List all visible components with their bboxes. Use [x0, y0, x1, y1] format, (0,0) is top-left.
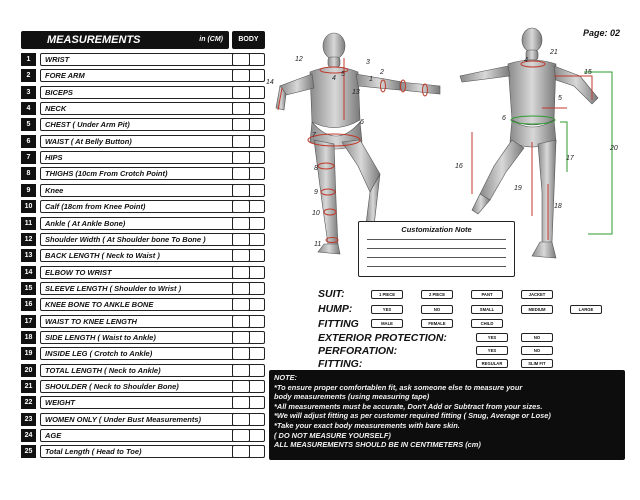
row-label: KNEE BONE TO ANKLE BONE [40, 298, 250, 311]
note-line-3: *All measurements must be accurate, Don't Add or Subtract from your sizes. [274, 401, 543, 411]
row-number: 1 [21, 53, 36, 66]
row-number: 3 [21, 86, 36, 99]
body-value-field[interactable] [232, 86, 265, 99]
row-label: WAIST ( At Belly Button) [40, 135, 250, 148]
row-label: WOMEN ONLY ( Under Bust Measurements) [40, 413, 250, 426]
row-number: 4 [21, 102, 36, 115]
figure-number: 4 [524, 57, 528, 64]
row-number: 12 [21, 233, 36, 246]
row-label: HIPS [40, 151, 250, 164]
body-value-field[interactable] [232, 135, 265, 148]
suit-label: SUIT: [318, 288, 345, 300]
row-label: WAIST TO KNEE LENGTH [40, 315, 250, 328]
figure-number: 5 [558, 95, 562, 102]
row-number: 7 [21, 151, 36, 164]
body-value-field[interactable] [232, 102, 265, 115]
row-label: TOTAL LENGTH ( Neck to Ankle) [40, 364, 250, 377]
hump-option-large[interactable]: LARGE [570, 305, 602, 314]
figure-number: 4 [332, 75, 336, 82]
hump-option-medium[interactable]: MEDIUM [521, 305, 553, 314]
row-label: THIGHS (10cm From Crotch Point) [40, 167, 250, 180]
row-number: 23 [21, 413, 36, 426]
row-label: Calf (18cm from Knee Point) [40, 200, 250, 213]
figure-number: 8 [314, 165, 318, 172]
note-line [367, 239, 506, 240]
fitting-label: FITTING: [318, 358, 363, 370]
measurements-header [21, 31, 229, 49]
hump-option-yes[interactable]: YES [371, 305, 403, 314]
row-label: SLEEVE LENGTH ( Shoulder to Wrist ) [40, 282, 250, 295]
note-line [367, 248, 506, 249]
fitting-gender-option-male[interactable]: MALE [371, 319, 403, 328]
measurements-title: MEASUREMENTS [47, 34, 141, 46]
row-label: FORE ARM [40, 69, 250, 82]
body-value-field[interactable] [232, 233, 265, 246]
row-label: SIDE LENGTH ( Waist to Ankle) [40, 331, 250, 344]
fitting-gender-label: FITTING [318, 318, 359, 330]
figure-number: 20 [610, 145, 618, 152]
row-number: 8 [21, 167, 36, 180]
row-number: 19 [21, 347, 36, 360]
row-number: 15 [21, 282, 36, 295]
row-label: BICEPS [40, 86, 250, 99]
row-label: AGE [40, 429, 250, 442]
suit-option-jacket[interactable]: JACKET [521, 290, 553, 299]
perforation-label: PERFORATION: [318, 345, 398, 357]
figure-number: 13 [352, 89, 360, 96]
figure-number: 1 [369, 76, 373, 83]
notes-panel [269, 370, 625, 460]
body-value-field[interactable] [232, 429, 265, 442]
hump-label: HUMP: [318, 303, 353, 315]
figure-number: 16 [455, 163, 463, 170]
row-label: BACK LENGTH ( Neck to Waist ) [40, 249, 250, 262]
row-label: Knee [40, 184, 250, 197]
perforation-option-no[interactable]: NO [521, 346, 553, 355]
note-line-1: *To ensure proper comfortablen fit, ask someone else to measure your [274, 382, 523, 392]
suit-option-pant[interactable]: PANT [471, 290, 503, 299]
perforation-option-yes[interactable]: YES [476, 346, 508, 355]
unit-label: in (CM) [199, 36, 223, 43]
row-label: CHEST ( Under Arm Pit) [40, 118, 250, 131]
row-number: 2 [21, 69, 36, 82]
figure-number: 12 [295, 56, 303, 63]
body-value-field[interactable] [232, 315, 265, 328]
page-number: Page: 02 [583, 28, 621, 38]
row-number: 16 [21, 298, 36, 311]
fitting-gender-option-child[interactable]: CHILD [471, 319, 503, 328]
row-number: 11 [21, 217, 36, 230]
figure-number: 6 [360, 119, 364, 126]
figure-number: 5 [341, 71, 345, 78]
row-number: 24 [21, 429, 36, 442]
row-label: ELBOW TO WRIST [40, 266, 250, 279]
row-number: 17 [21, 315, 36, 328]
body-value-field[interactable] [232, 118, 265, 131]
note-line [367, 257, 506, 258]
figure-number: 11 [314, 241, 322, 248]
row-number: 14 [21, 266, 36, 279]
figure-number: 15 [584, 69, 592, 76]
body-value-field[interactable] [232, 380, 265, 393]
body-value-field[interactable] [232, 217, 265, 230]
exterior-protection-label: EXTERIOR PROTECTION: [318, 332, 447, 344]
body-value-field[interactable] [232, 53, 265, 66]
body-value-field[interactable] [232, 282, 265, 295]
figure-number: 9 [314, 189, 318, 196]
row-number: 22 [21, 396, 36, 409]
body-value-field[interactable] [232, 167, 265, 180]
figure-number: 7 [312, 132, 316, 139]
row-label: INSIDE LEG ( Crotch to Ankle) [40, 347, 250, 360]
hump-option-small[interactable]: SMALL [471, 305, 503, 314]
body-value-field[interactable] [232, 69, 265, 82]
body-value-field[interactable] [232, 396, 265, 409]
figure-number: 6 [502, 115, 506, 122]
fitting-option-regular[interactable]: REGULAR [476, 359, 508, 368]
body-value-field[interactable] [232, 151, 265, 164]
body-value-field[interactable] [232, 266, 265, 279]
figure-number: 18 [554, 203, 562, 210]
note-line-0: NOTE: [274, 373, 297, 382]
body-value-field[interactable] [232, 249, 265, 262]
hump-option-no[interactable]: NO [421, 305, 453, 314]
row-number: 25 [21, 445, 36, 458]
figure-number: 19 [514, 185, 522, 192]
body-value-field[interactable] [232, 347, 265, 360]
note-line-2: body measurements (using measuring tape) [274, 392, 430, 402]
row-label: Shoulder Width ( At Shoulder bone To Bone ) [40, 233, 250, 246]
figure-number: 14 [266, 79, 274, 86]
row-number: 6 [21, 135, 36, 148]
customization-note-box[interactable] [358, 221, 515, 277]
body-value-field[interactable] [232, 413, 265, 426]
body-value-field[interactable] [232, 445, 265, 458]
fitting-option-slim-fit[interactable]: SLIM FIT [521, 359, 553, 368]
figure-number: 21 [550, 49, 558, 56]
customization-note-title: Customization Note [401, 225, 472, 234]
figure-number: 3 [366, 59, 370, 66]
row-label: Total Length ( Head to Toe) [40, 445, 250, 458]
body-value-field[interactable] [232, 331, 265, 344]
figure-number: 17 [566, 155, 574, 162]
row-number: 10 [21, 200, 36, 213]
suit-option-2-piece[interactable]: 2 PIECE [421, 290, 453, 299]
note-line-7: ALL MEASUREMENTS SHOULD BE IN CENTIMETERS (cm) [274, 440, 481, 450]
note-line-4: *We will adjust fitting as per customer required fitting ( Snug, Average or Lose) [274, 411, 551, 421]
row-label: WRIST [40, 53, 250, 66]
exterior-option-yes[interactable]: YES [476, 333, 508, 342]
row-number: 18 [21, 331, 36, 344]
suit-option-1-piece[interactable]: 1 PIECE [371, 290, 403, 299]
body-value-field[interactable] [232, 200, 265, 213]
row-label: WEIGHT [40, 396, 250, 409]
row-label: Ankle ( At Ankle Bone) [40, 217, 250, 230]
note-line-6: ( DO NOT MEASURE YOURSELF) [274, 430, 391, 440]
body-column-header: BODY [232, 31, 265, 49]
body-value-field[interactable] [232, 184, 265, 197]
figure-number: 2 [380, 69, 384, 76]
row-number: 5 [21, 118, 36, 131]
row-label: NECK [40, 102, 250, 115]
body-value-field[interactable] [232, 298, 265, 311]
row-number: 13 [21, 249, 36, 262]
row-number: 20 [21, 364, 36, 377]
fitting-gender-option-female[interactable]: FEMALE [421, 319, 453, 328]
exterior-option-no[interactable]: NO [521, 333, 553, 342]
body-value-field[interactable] [232, 364, 265, 377]
figure-number: 10 [312, 210, 320, 217]
row-label: SHOULDER ( Neck to Shoulder Bone) [40, 380, 250, 393]
note-line-5: *Take your exact body measurements with bare skin. [274, 420, 460, 430]
note-line [367, 266, 506, 267]
row-number: 21 [21, 380, 36, 393]
row-number: 9 [21, 184, 36, 197]
